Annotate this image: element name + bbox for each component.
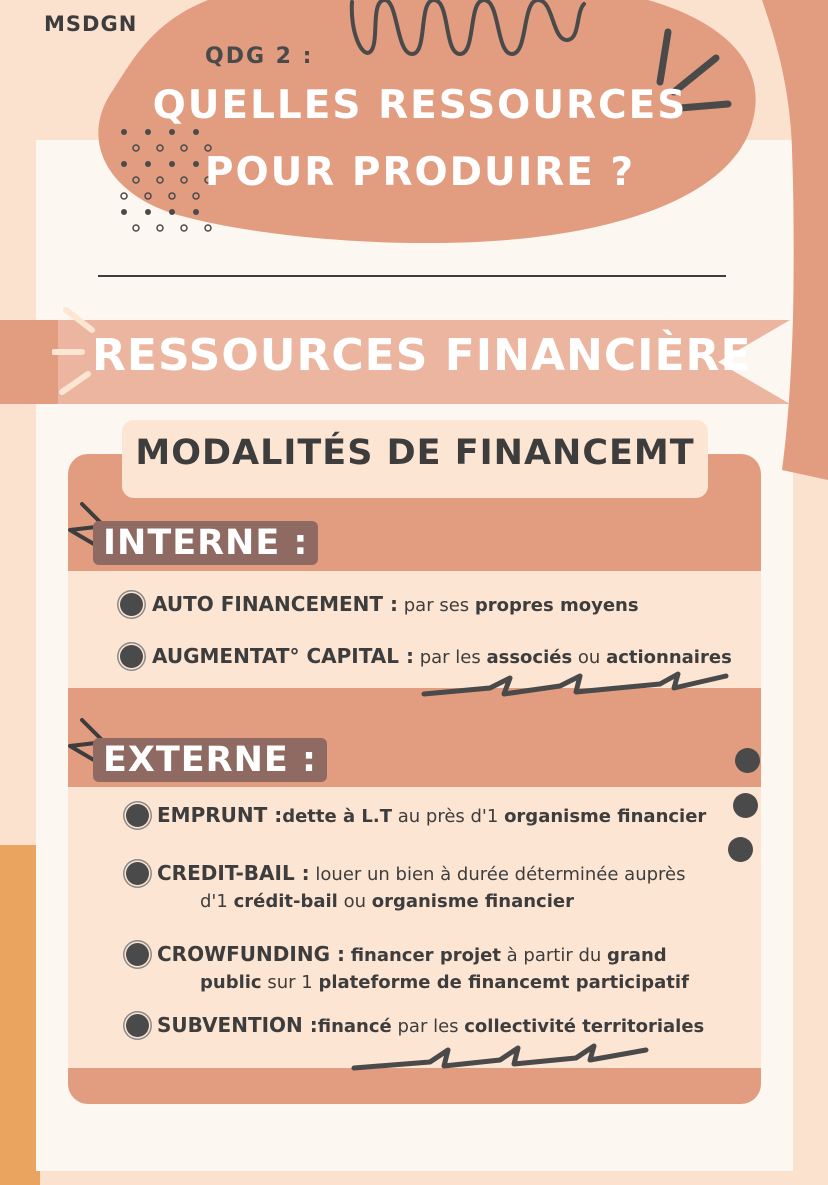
side-dot-icon: [728, 837, 753, 862]
bullet-icon: [126, 862, 149, 885]
interne-tag: INTERNE :: [93, 521, 318, 565]
externe-tag: EXTERNE :: [93, 738, 327, 782]
side-dot-icon: [735, 748, 760, 773]
list-item-continuation: public sur 1 plateforme de financemt participatif: [200, 972, 689, 993]
list-item: CROWFUNDING : financer projet à partir du grand: [157, 942, 667, 966]
list-item: EMPRUNT :dette à L.T au près d'1 organisme financier: [157, 803, 707, 827]
list-item: AUGMENTAT° CAPITAL : par les associés ou actionnaires: [152, 644, 732, 668]
page-title-line-1: QUELLES RESSOURCES: [152, 83, 688, 128]
question-number: QDG 2 :: [205, 44, 314, 69]
list-item: CREDIT-BAIL : louer un bien à durée déterminée auprès: [157, 861, 686, 885]
divider-line: [98, 275, 726, 277]
side-dot-icon: [733, 793, 758, 818]
squiggle-decoration: [340, 0, 600, 62]
bullet-icon: [126, 804, 149, 827]
list-item: AUTO FINANCEMENT : par ses propres moyens: [152, 592, 639, 616]
bullet-icon: [126, 1014, 149, 1037]
list-item: SUBVENTION :financé par les collectivité territoriales: [157, 1013, 705, 1037]
list-item-continuation: d'1 crédit-bail ou organisme financier: [200, 891, 574, 912]
bullet-icon: [120, 645, 143, 668]
zigzag-decoration: [350, 1040, 650, 1076]
brand-logo-text: MSDGN: [44, 12, 138, 36]
section-title: RESSOURCES FINANCIÈRE: [92, 330, 752, 381]
zigzag-decoration: [420, 668, 730, 702]
subtitle-heading: MODALITÉS DE FINANCEMT: [135, 433, 695, 473]
bullet-icon: [120, 593, 143, 616]
page-title-line-2: POUR PRODUIRE ?: [204, 150, 636, 195]
orange-corner-shape: [0, 845, 40, 1185]
bullet-icon: [126, 943, 149, 966]
